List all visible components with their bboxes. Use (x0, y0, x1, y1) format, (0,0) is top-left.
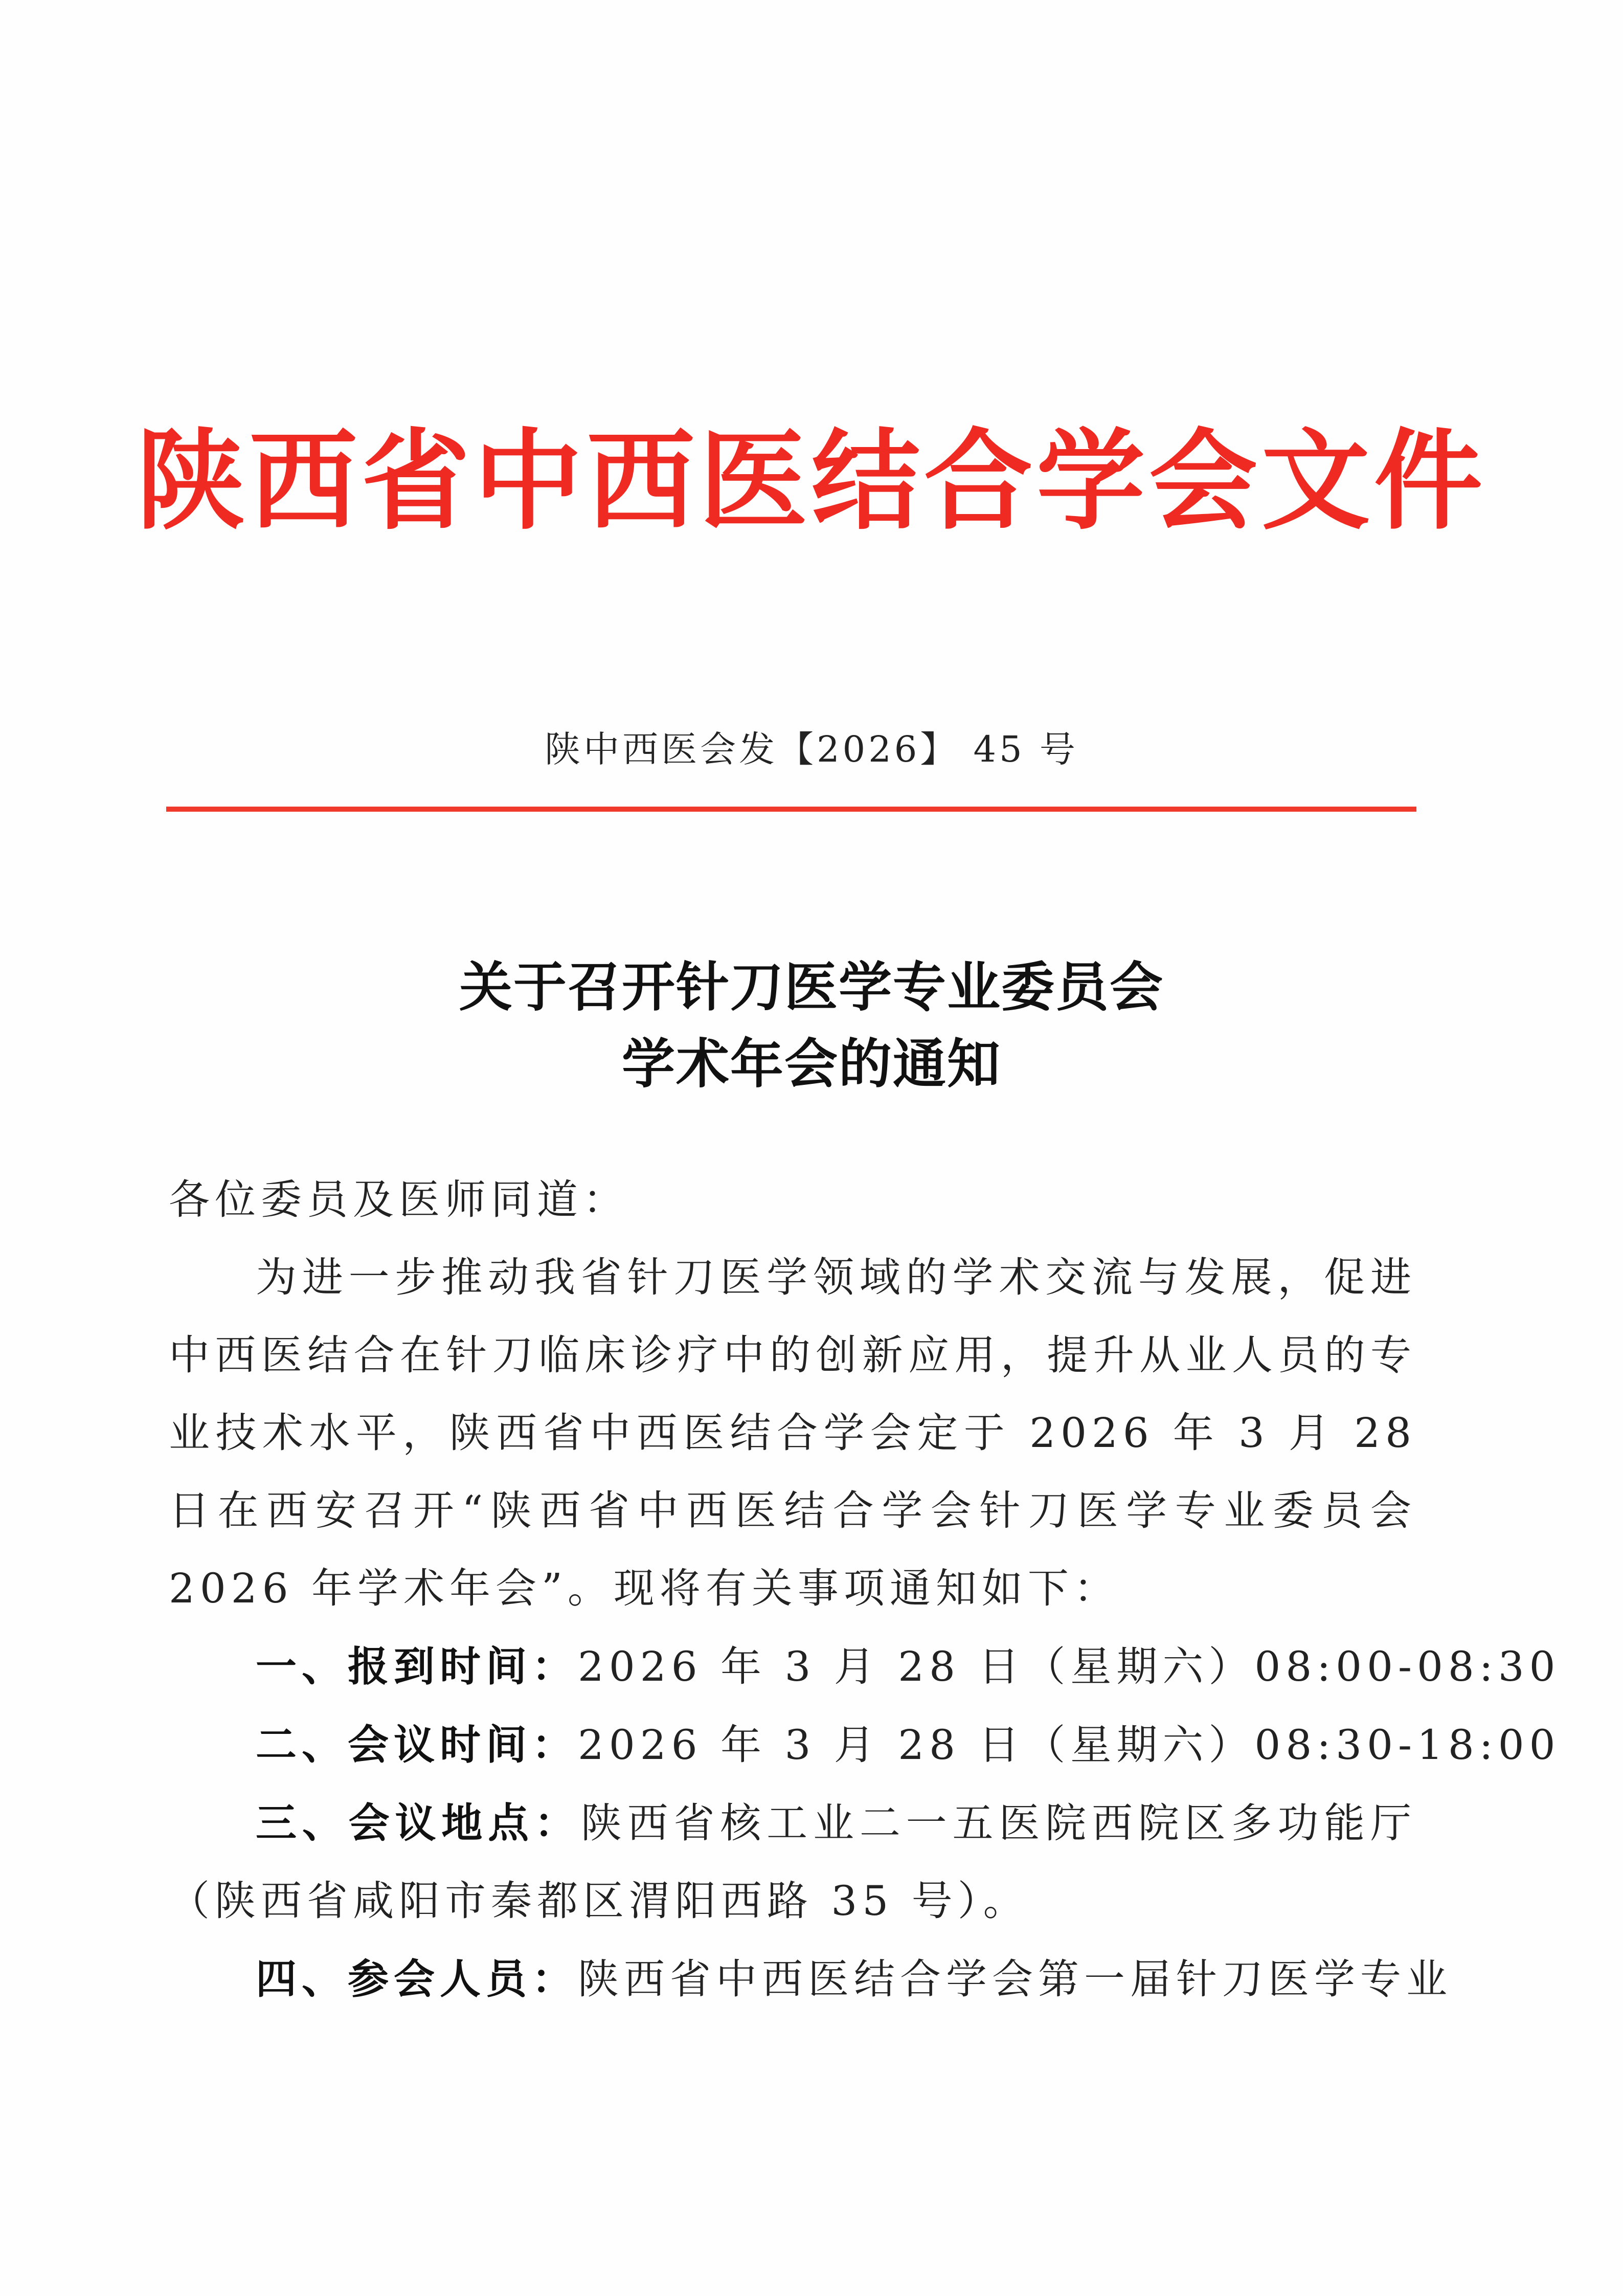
item-value: 陕西省核工业二一五医院西院区多功能厅（陕西省咸阳市秦都区渭阳西路 35 号）。 (169, 1799, 1417, 1925)
list-item-registration-time (169, 1628, 1561, 1706)
item-value: 2026 年 3 月 28 日（星期六）08:30-18:00 (578, 1721, 1561, 1769)
item-label: 二、会议时间： (256, 1721, 578, 1769)
item-value: 陕西省中西医结合学会第一届针刀医学专业 (578, 1955, 1452, 2003)
intro-paragraph: 为进一步推动我省针刀医学领域的学术交流与发展，促进中西医结合在针刀临床诊疗中的创新应用，提升从业人员的专业技术水平，陕西省中西医结合学会定于 2026 年 3 月 28 日在西安召开“陕西省中西医结合学会针刀医学专业委员会 2026 年学术年会”。现将有关事项通知如下： (169, 1254, 1416, 1612)
salutation: 各位委员及医师同道： (169, 1176, 629, 1223)
list-item-meeting-time (169, 1706, 1561, 1784)
org-document-title: 陕西省中西医结合学会文件 (137, 417, 1486, 544)
item-label: 四、参会人员： (256, 1955, 578, 2003)
notice-title (0, 949, 1623, 1102)
notice-title-line-1: 关于召开针刀医学专业委员会 (459, 955, 1164, 1018)
list-item-meeting-location (169, 1784, 1416, 1940)
document-number: 陕中西医会发【2026】 45 号 (545, 728, 1078, 770)
notice-title-line-2: 学术年会的通知 (621, 1032, 1001, 1095)
item-label: 三、会议地点： (256, 1799, 581, 1847)
item-value: 2026 年 3 月 28 日（星期六）08:00-08:30 (578, 1643, 1561, 1690)
red-divider-line (166, 807, 1416, 812)
list-item-attendees (169, 1940, 1452, 2018)
notice-body (169, 1161, 1561, 2018)
item-label: 一、报到时间： (256, 1642, 578, 1690)
